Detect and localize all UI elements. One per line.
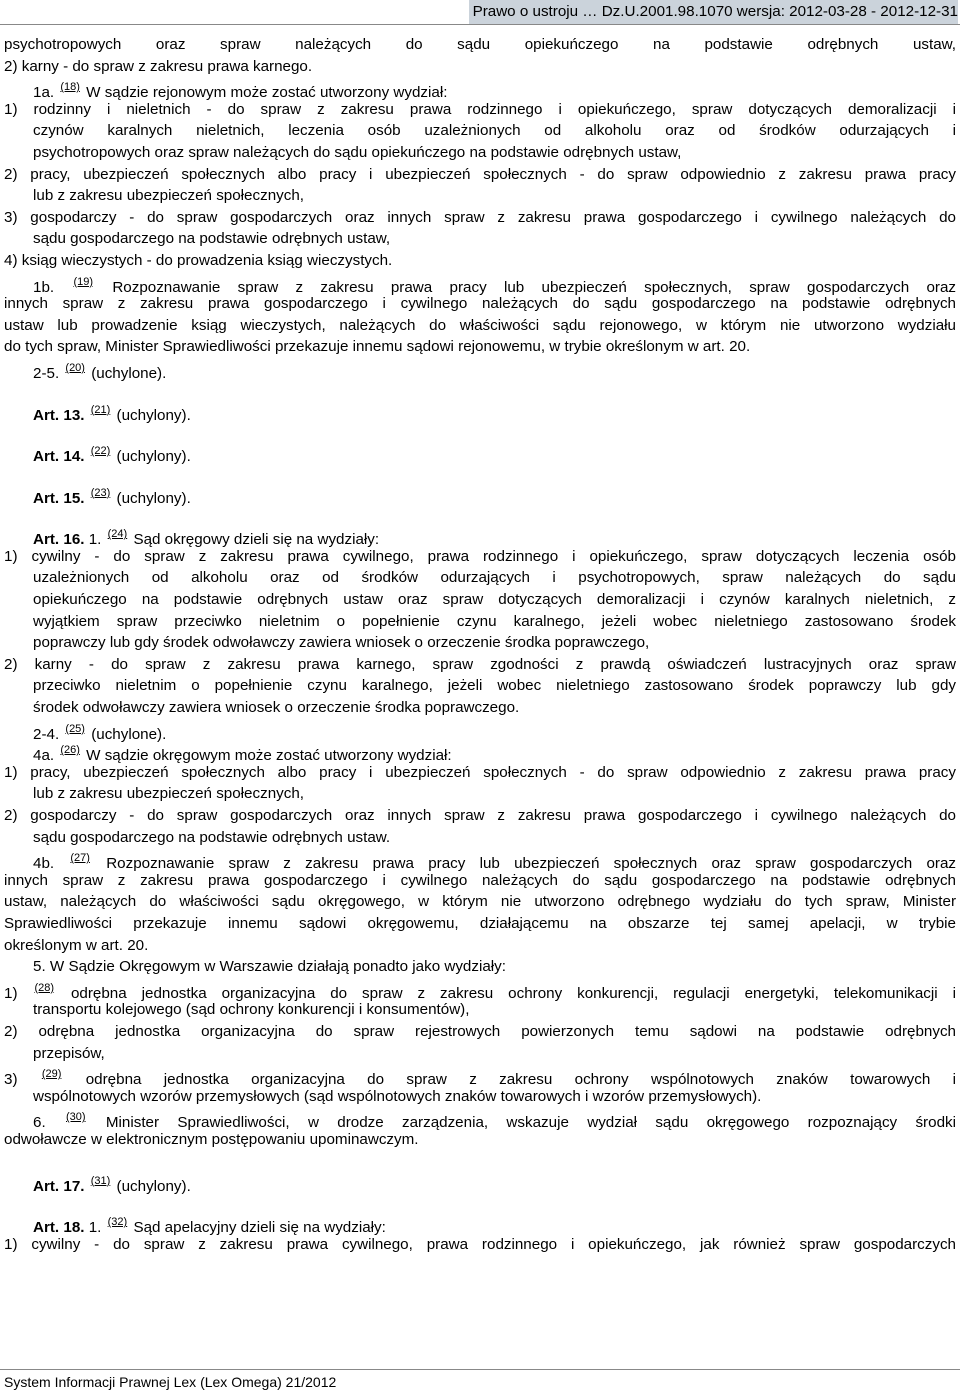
paragraph-2-5: [4, 358, 956, 380]
text-line: [4, 697, 956, 719]
para-number: 6.: [33, 1114, 46, 1132]
text-line: [4, 891, 956, 913]
paragraph-1b: [4, 272, 956, 294]
text-line: [4, 589, 956, 611]
text-line: [4, 675, 956, 697]
footnote-link-32[interactable]: (32): [107, 1216, 128, 1229]
text: ustaw lub prowadzenie ksiąg wieczystych, należących do właściwości sądu rejonowego, w którym nie utworzono wydziału: [4, 316, 956, 334]
text: Rozpoznawanie spraw z zakresu prawa pracy lub ubezpieczeń społecznych oraz spraw gospodarczych oraz: [106, 855, 956, 873]
text-line: [4, 870, 956, 892]
text-line: [4, 1234, 956, 1256]
text-line: [4, 762, 956, 784]
text: 1) pracy, ubezpieczeń społecznych albo pracy i ubezpieczeń społecznych - do spraw odpowiednio z zakresu prawa pracy: [4, 763, 956, 781]
text: innych spraw z zakresu prawa gospodarczego i cywilnego należących do sądu gospodarczego na podstawie odrębnych: [4, 295, 956, 313]
text-line: [4, 567, 956, 589]
text: 2) gospodarczy - do spraw gospodarczych oraz innych spraw z zakresu prawa gospodarczego i cywilnego należących do: [4, 807, 956, 824]
footnote-link-27[interactable]: (27): [70, 852, 90, 865]
para-number: 4b.: [33, 855, 55, 873]
item-number: 3): [4, 1071, 18, 1089]
text-line: [4, 935, 956, 957]
footnote-link-18[interactable]: (18): [60, 81, 80, 94]
text: (uchylone).: [91, 364, 167, 382]
footnote-link-31[interactable]: (31): [90, 1174, 111, 1187]
footnote-link-25[interactable]: (25): [65, 722, 85, 735]
text: 5. W Sądzie Okręgowym w Warszawie działają ponadto jako wydziały:: [33, 958, 506, 976]
text-line: [4, 185, 956, 207]
text: 1) cywilny - do spraw z zakresu prawa cywilnego, prawa rodzinnego i opiekuńczego, jak również spraw gospodarczych: [4, 1235, 956, 1253]
para-number: 1.: [88, 531, 102, 549]
text: lub z zakresu ubezpieczeń społecznych,: [33, 785, 304, 803]
text-line: [4, 546, 956, 568]
header-divider: [0, 24, 960, 25]
text-line: [4, 99, 956, 121]
text: 1) rodzinny i nieletnich - do spraw z zakresu prawa rodzinnego i opiekuńczego, spraw dotyczących demoralizacji i: [4, 100, 956, 118]
paragraph-6: [4, 1107, 956, 1132]
article-number: Art. 15.: [33, 489, 85, 507]
article-15: [4, 483, 956, 505]
text: wspólnotowych wzorów przemysłowych (sąd wspólnotowych znaków towarowych i wzorów przemysłowych).: [33, 1087, 762, 1105]
footnote-link-28[interactable]: (28): [34, 981, 55, 994]
article-16: [4, 524, 956, 549]
text: (uchylony).: [116, 406, 191, 424]
text-line: [4, 978, 956, 1000]
text: 1) cywilny - do spraw z zakresu prawa cywilnego, prawa rodzinnego i opiekuńczego, spraw dotyczących leczenia osób: [4, 547, 956, 565]
text: Sprawiedliwości przekazuje innemu sądowi okręgowemu, działającemu na obszarze tej samej apelacji, w trybie: [4, 914, 956, 932]
article-number: Art. 18.: [33, 1219, 85, 1237]
text-line: [4, 315, 956, 337]
text: (uchylony).: [116, 1177, 191, 1195]
footnote-link-19[interactable]: (19): [73, 275, 93, 288]
text: psychotropowych oraz spraw należących do sądu opiekuńczego na podstawie odrębnych ustaw,: [33, 143, 682, 161]
para-number: 1.: [88, 1219, 102, 1237]
text: ustaw, należących do właściwości sądu okręgowego, w którym nie utworzono odrębnego wydziału do tych spraw, Minister: [4, 893, 956, 911]
text-line: [4, 142, 956, 164]
paragraph-5: [4, 956, 956, 978]
footnote-link-29[interactable]: (29): [41, 1068, 62, 1081]
text-line: [4, 1086, 956, 1108]
text: opiekuńczego na podstawie odrębnych ustaw oraz spraw dotyczących demoralizacji i czynów karalnych nieletnich, z: [33, 591, 956, 609]
text-line: [4, 1043, 956, 1065]
article-number: Art. 17.: [33, 1177, 85, 1195]
text-line: [4, 827, 956, 849]
text-line: [4, 805, 956, 827]
text-line: [4, 913, 956, 935]
article-number: Art. 16.: [33, 531, 85, 549]
text: 2) pracy, ubezpieczeń społecznych albo pracy i ubezpieczeń społecznych - do spraw odpowiednio z zakresu prawa pracy: [4, 165, 956, 183]
para-number: 1a.: [33, 84, 55, 102]
document-body: [4, 34, 956, 1255]
text-line: [4, 120, 956, 142]
text: W sądzie rejonowym może zostać utworzony wydział:: [86, 84, 448, 102]
text: 2) odrębna jednostka organizacyjna do spraw rejestrowych powierzonych temu sądowi na podstawie odrębnych: [4, 1022, 956, 1040]
text: lub z zakresu ubezpieczeń społecznych,: [33, 187, 304, 205]
header-text: Prawo o ustroju … Dz.U.2001.98.1070 wersja: 2012-03-28 - 2012-12-31: [472, 3, 958, 20]
footnote-link-24[interactable]: (24): [107, 528, 128, 541]
text-line: [4, 250, 956, 272]
text: sądu gospodarczego na podstawie odrębnych ustaw,: [33, 230, 391, 248]
paragraph-4b: [4, 848, 956, 873]
para-number: 4a.: [33, 747, 55, 765]
text-line: [4, 293, 956, 315]
text-line: [4, 164, 956, 186]
text: (uchylony).: [116, 489, 191, 507]
text-line: [4, 228, 956, 250]
item-number: 1): [4, 984, 18, 1002]
text: przeciwko nieletnim o popełnienie czynu karalnego, jeżeli wobec nieletniego zastosowano środek poprawczy lub gdy: [33, 677, 956, 695]
article-18: [4, 1212, 956, 1237]
text-line: [4, 611, 956, 633]
para-number: 1b.: [33, 278, 55, 296]
text: środek odwoławczy zawiera wniosek o orzeczenie środka poprawczego.: [33, 699, 520, 717]
text-line: [4, 1064, 956, 1089]
paragraph-2-4: [4, 719, 956, 741]
para-number: 2-4.: [33, 725, 60, 743]
footnote-link-26[interactable]: (26): [60, 744, 80, 757]
text-line: [4, 783, 956, 805]
article-17: [4, 1171, 956, 1193]
text-line: [4, 999, 956, 1021]
text-line: [4, 632, 956, 654]
text: czynów karalnych nieletnich, leczenia osób uzależnionych od alkoholu oraz od środków odurzających i: [33, 122, 956, 140]
text-line: [4, 207, 956, 229]
text: uzależnionych od alkoholu oraz od środków odurzających i psychotropowych, spraw należących do sądu: [33, 569, 956, 587]
text: psychotropowych oraz spraw należących do sądu opiekuńczego na podstawie odrębnych ustaw,: [4, 36, 956, 53]
text: poprawczy lub gdy środek odwoławczy zawiera wniosek o orzeczenie środka poprawczego,: [33, 634, 650, 652]
text-line: [4, 1129, 956, 1151]
paragraph-1a: [4, 77, 956, 102]
text: Minister Sprawiedliwości, w drodze zarządzenia, wskazuje wydział sądu okręgowego rozpoznający środki: [105, 1114, 956, 1132]
text: odrębna jednostka organizacyjna do spraw z zakresu ochrony wspólnotowych znaków towarowych i: [85, 1071, 956, 1089]
footnote-link-21[interactable]: (21): [90, 403, 111, 416]
footnote-link-22[interactable]: (22): [90, 445, 111, 458]
footnote-link-20[interactable]: (20): [65, 361, 85, 374]
article-13: [4, 400, 956, 422]
text: (uchylony).: [116, 448, 191, 466]
text: Rozpoznawanie spraw z zakresu prawa pracy lub ubezpieczeń społecznych, spraw gospodarczych oraz: [112, 278, 956, 296]
footnote-link-23[interactable]: (23): [90, 486, 111, 499]
text: do tych spraw, Minister Sprawiedliwości przekazuje innemu sądowi rejonowemu, w trybie określonym w art. 20.: [4, 338, 751, 356]
text: (uchylone).: [91, 725, 167, 743]
text: 4) ksiąg wieczystych - do prowadzenia ksiąg wieczystych.: [4, 251, 393, 269]
text-line: [4, 34, 956, 56]
footnote-link-30[interactable]: (30): [66, 1111, 86, 1124]
page-header: [469, 0, 958, 24]
text-line: [4, 56, 956, 78]
text: odrębna jednostka organizacyjna do spraw z zakresu ochrony konkurencji, regulacji energetyki, telekomunikacji i: [70, 984, 956, 1002]
text: określonym w art. 20.: [4, 936, 149, 954]
text: odwoławcze w elektronicznym postępowaniu upominawczym.: [4, 1130, 419, 1148]
text: transportu kolejowego (sąd ochrony konkurencji i konsumentów),: [33, 1001, 470, 1019]
paragraph-4a: [4, 740, 956, 765]
page-footer: [4, 1372, 336, 1392]
text-line: [4, 654, 956, 676]
article-number: Art. 14.: [33, 448, 85, 466]
text: przepisów,: [33, 1044, 105, 1062]
footer-divider: [0, 1369, 960, 1370]
text: 3) gospodarczy - do spraw gospodarczych oraz innych spraw z zakresu prawa gospodarczego i cywilnego należących do: [4, 208, 956, 226]
text: Sąd okręgowy dzieli się na wydziały:: [133, 531, 380, 549]
text: W sądzie okręgowym może zostać utworzony wydział:: [86, 747, 452, 765]
footer-text: System Informacji Prawnej Lex (Lex Omega) 21/2012: [4, 1374, 337, 1390]
article-number: Art. 13.: [33, 406, 85, 424]
text: 2) karny - do spraw z zakresu prawa karnego.: [4, 57, 313, 75]
article-14: [4, 441, 956, 466]
text: Sąd apelacyjny dzieli się na wydziały:: [133, 1219, 386, 1237]
text: wyjątkiem spraw przeciwko nieletnim o popełnienie czynu karalnego, jeżeli wobec nieletniego zastosowano środek: [33, 612, 956, 630]
text-line: [4, 336, 956, 358]
text: sądu gospodarczego na podstawie odrębnych ustaw.: [33, 828, 391, 846]
para-number: 2-5.: [33, 364, 60, 382]
text-line: [4, 1021, 956, 1043]
text: innych spraw z zakresu prawa gospodarczego i cywilnego należących do sądu gospodarczego na podstawie odrębnych: [4, 871, 956, 889]
text: 2) karny - do spraw z zakresu prawa karnego, spraw zgodności z prawdą oświadczeń lustracyjnych oraz spraw: [4, 655, 956, 673]
